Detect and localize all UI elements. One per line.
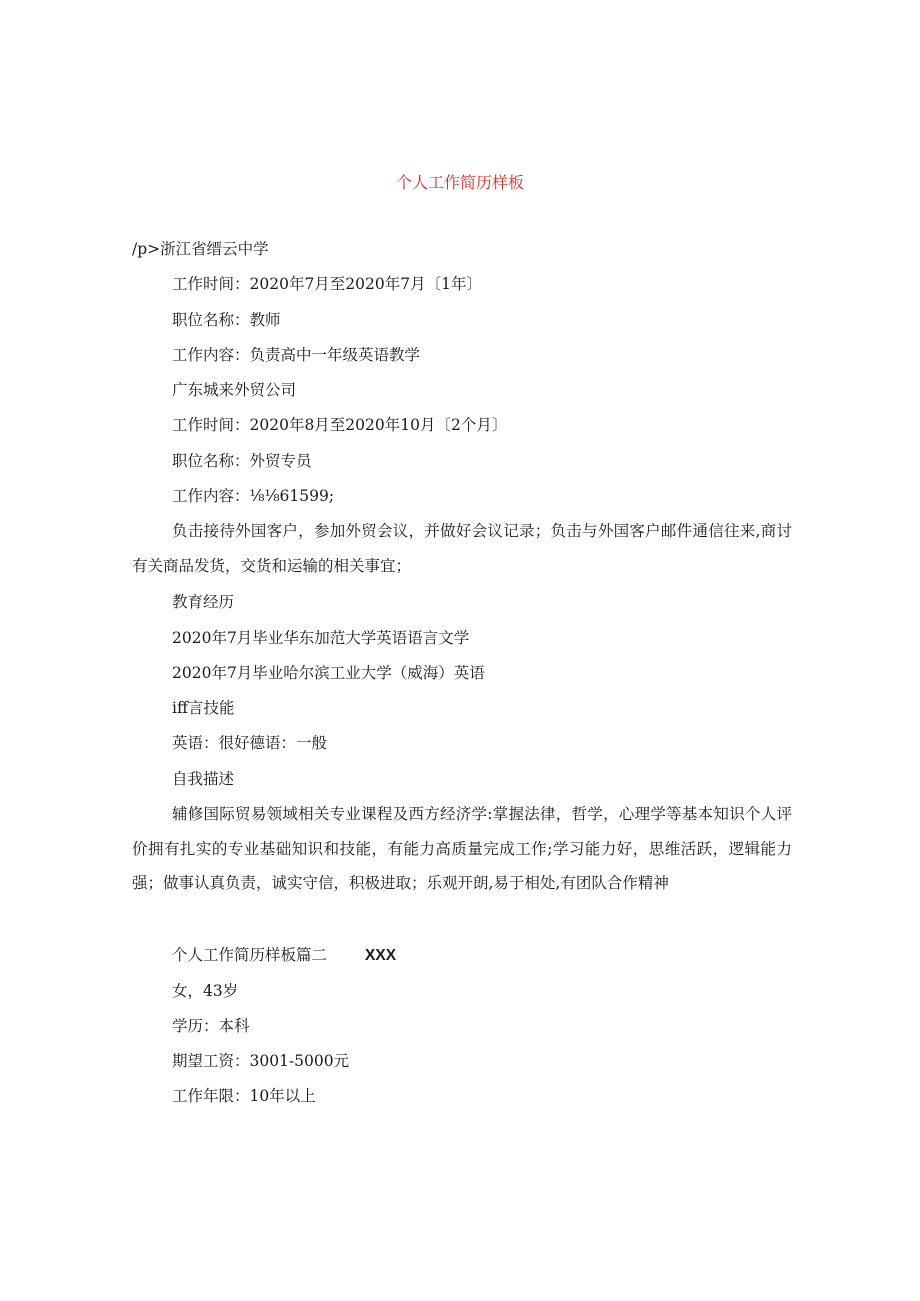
self-description-heading: 自我描述 bbox=[172, 770, 235, 788]
work-time-2: 工作时间：2020年8月至2020年10月〔2个月〕 bbox=[172, 416, 508, 434]
degree: 学历：本科 bbox=[172, 1017, 250, 1035]
sample-two-heading bbox=[172, 943, 396, 968]
school-name: /p>浙江省缙云中学 bbox=[132, 240, 269, 258]
education-item-1: 2020年7月毕业华东加范大学英语语言文学 bbox=[172, 629, 470, 647]
company-name: 广东城来外贸公司 bbox=[172, 381, 297, 399]
work-content-2: 工作内容：⅛⅛61599; bbox=[172, 487, 335, 505]
duties-paragraph: 负击接待外国客户，参加外贸会议，并做好会议记录；负击与外国客户邮件通信往来,商讨有关商品发货，交货和运输的相关事宜； bbox=[132, 522, 792, 575]
language-heading: iff言技能 bbox=[172, 699, 235, 717]
candidate-name: XXX bbox=[365, 947, 397, 964]
self-description-paragraph: 辅修国际贸易领域相关专业课程及西方经济学:掌握法律，哲学，心理学等基本知识个人评价拥有扎实的专业基础知识和技能，有能力高质量完成工作;学习能力好，思维活跃，逻辑能力强；做事认真负责，诚实守信，积极进取；乐观开朗,易于相处,有团队合作精神 bbox=[132, 805, 792, 892]
work-time-1: 工作时间：2020年7月至2020年7月〔1年〕 bbox=[172, 275, 482, 293]
work-years: 工作年限：10年以上 bbox=[172, 1087, 316, 1105]
work-content-1: 工作内容：负责高中一年级英语教学 bbox=[172, 346, 421, 364]
education-item-2: 2020年7月毕业哈尔滨工业大学（威海）英语 bbox=[172, 664, 485, 682]
language-skills: 英语：很好德语：一般 bbox=[172, 734, 328, 752]
sample-two-title: 个人工作简历样板篇二 bbox=[172, 946, 328, 964]
position-2: 职位名称：外贸专员 bbox=[172, 452, 312, 470]
education-heading: 教育经历 bbox=[172, 593, 235, 611]
page-title: 个人工作简历样板 bbox=[395, 173, 524, 192]
gender-age: 女，43岁 bbox=[172, 982, 239, 1000]
expected-salary: 期望工资：3001-5000元 bbox=[172, 1052, 350, 1070]
position-1: 职位名称：教师 bbox=[172, 311, 281, 329]
